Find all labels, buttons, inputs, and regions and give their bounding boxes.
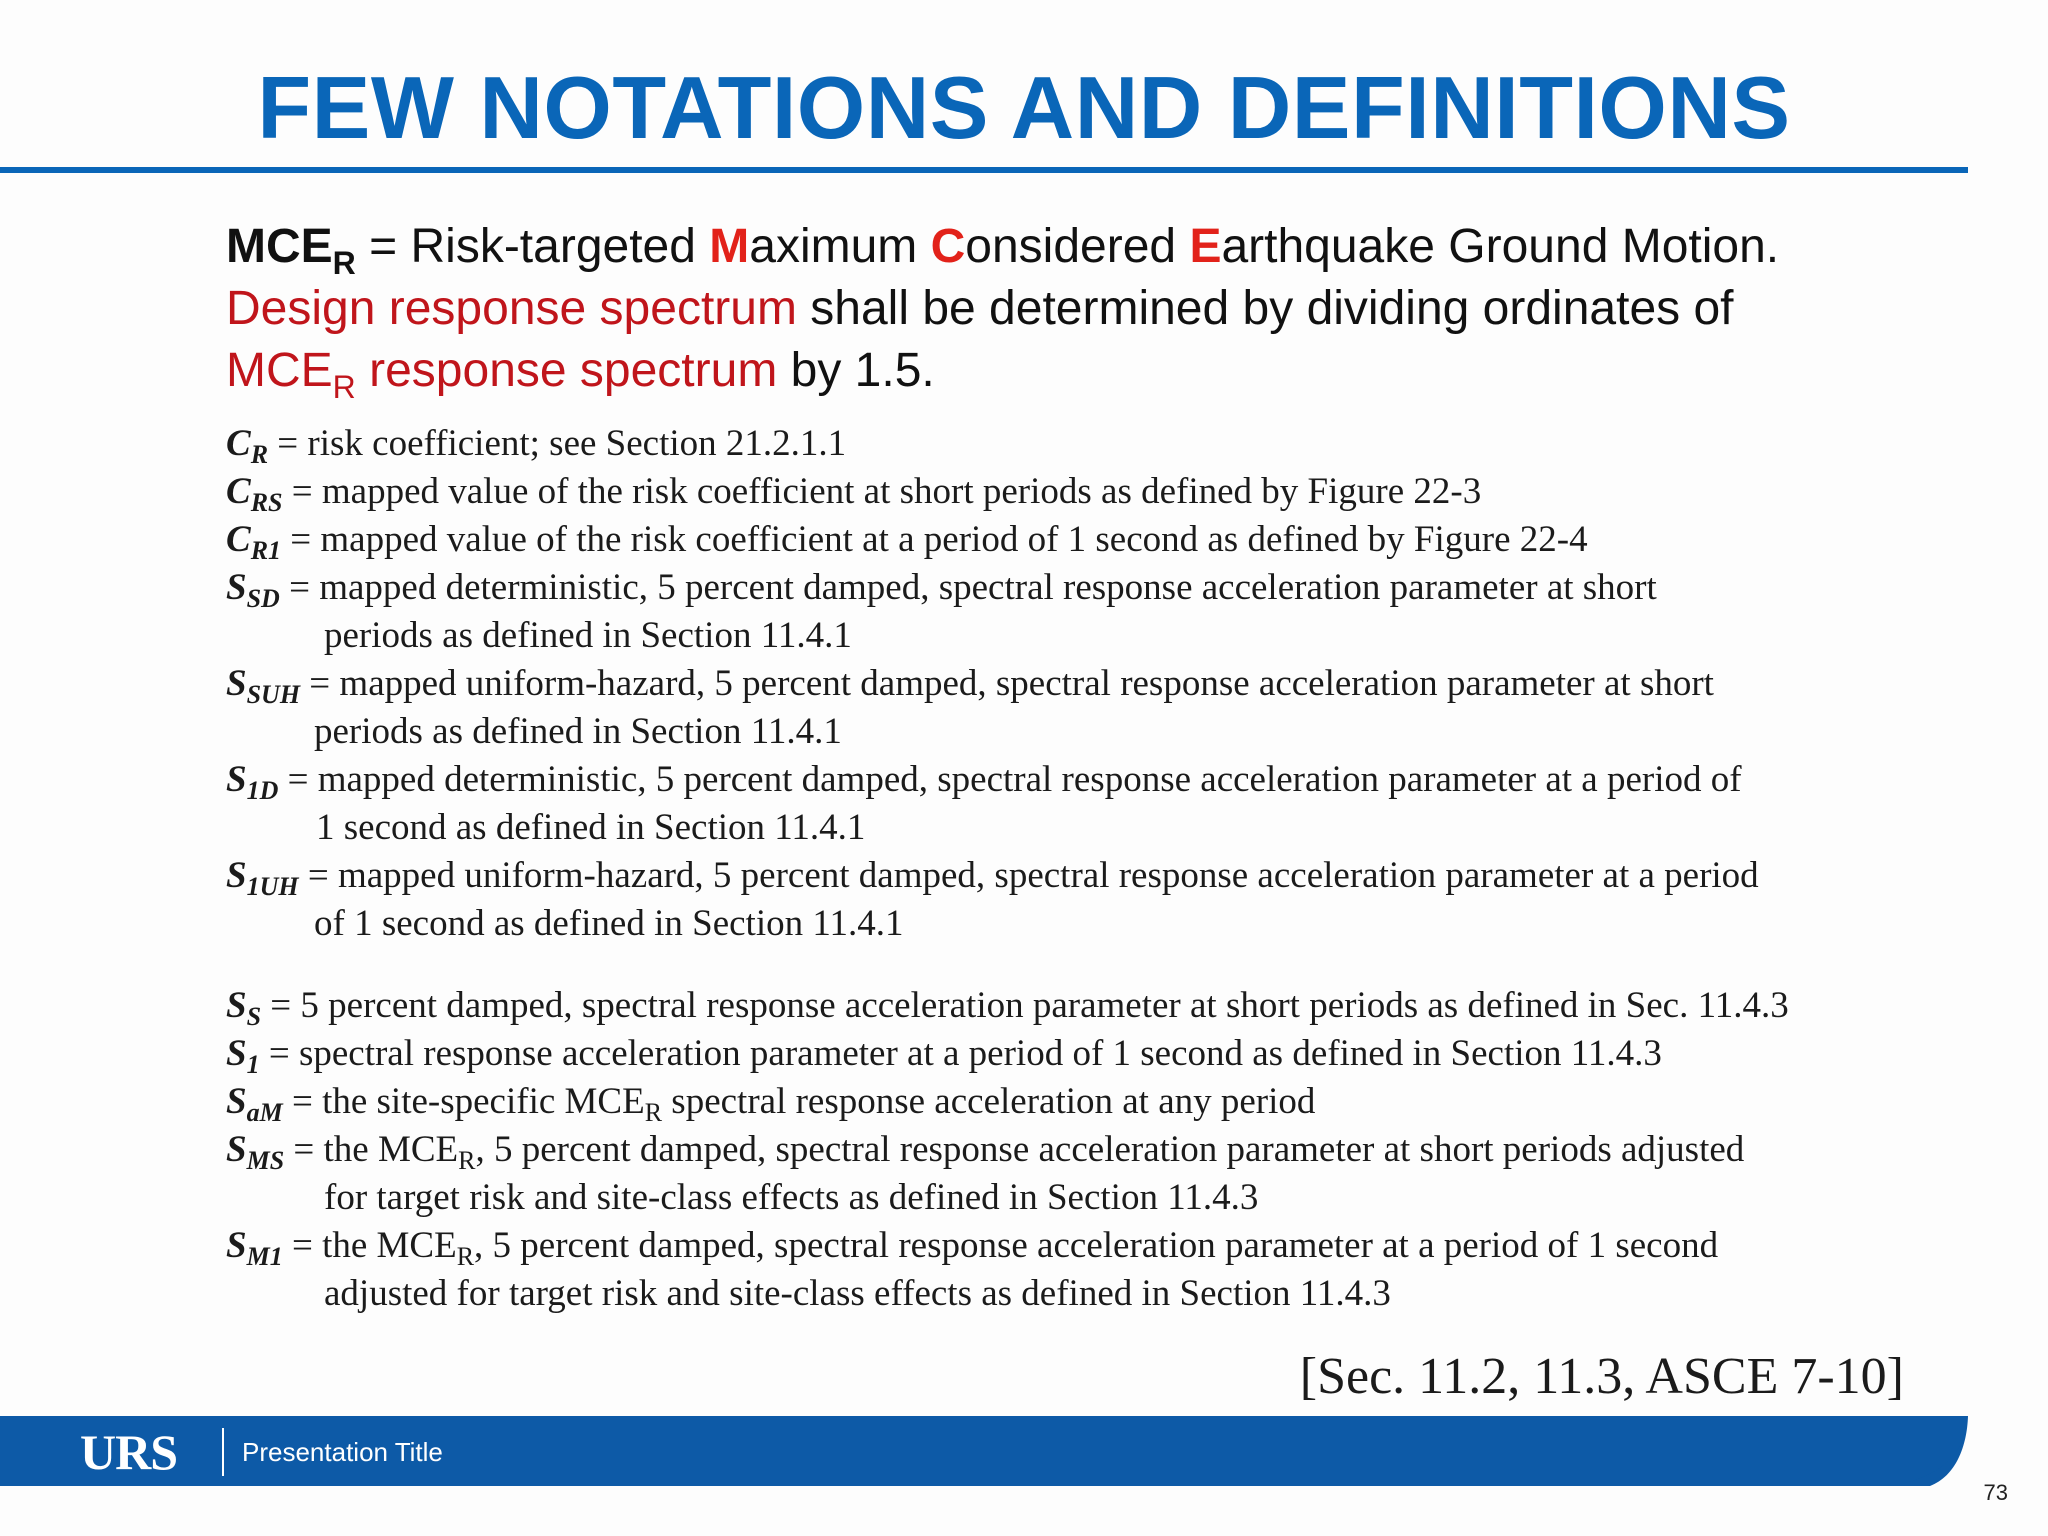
intro-text: aximum	[749, 220, 931, 273]
definition-s1d: $S_{1D}$ = mapped deterministic, 5 percent damped, spectral response acceleration parameter at a period of 1 second as defined in Section 11.4.1	[226, 759, 1742, 848]
footer-swoosh	[1890, 1416, 1970, 1486]
mce-term: MCE	[226, 220, 333, 273]
intro-line-1	[226, 216, 1926, 281]
reference-citation: [Sec. 11.2, 11.3, ASCE 7-10]	[1299, 1348, 1904, 1405]
intro-text: onsidered	[965, 220, 1190, 273]
intro-text: by 1.5.	[777, 344, 935, 397]
title-underline	[0, 167, 1968, 173]
intro-text: arthquake Ground Motion.	[1221, 220, 1780, 273]
presentation-title: Presentation Title	[242, 1437, 443, 1467]
page-number: 73	[1983, 1480, 2008, 1505]
intro-line-2	[226, 278, 1926, 340]
mce-subscript: R	[332, 245, 356, 281]
design-response-spectrum-term: Design response spectrum	[226, 282, 797, 335]
footer-divider	[222, 1428, 224, 1476]
slide-title: FEW NOTATIONS AND DEFINITIONS	[257, 58, 1791, 157]
definition-cr: $C_R$ = risk coefficient; see Section 21.2.1.1	[226, 423, 847, 469]
intro-text: shall be determined by dividing ordinates of	[796, 282, 1734, 335]
intro-text: = Risk-targeted	[355, 220, 710, 273]
definition-sms: $S_{MS}$ = the $MCE_R$, 5 percent damped, spectral response acceleration parameter at short periods adjusted for target risk and site-class effects as defined in Section 11.4.3	[226, 1129, 1745, 1218]
definitions-list-2	[226, 982, 1966, 1318]
mce-subscript-red: R	[332, 369, 356, 405]
highlight-letter-c: C	[930, 220, 966, 273]
definition-ssd: $S_{SD}$ = mapped deterministic, 5 percent damped, spectral response acceleration parameter at short periods as defined in Section 11.4.1	[226, 567, 1657, 656]
urs-logo: URS	[80, 1424, 178, 1480]
highlight-letter-e: E	[1189, 220, 1222, 273]
definition-ss: $S_S = 5$ percent damped, spectral response acceleration parameter at short periods as defined in Sec. 11.4.3	[226, 985, 1789, 1031]
definition-ssuh: $S_{SUH}$ = mapped uniform-hazard, 5 percent damped, spectral response acceleration parameter at short periods as defined in Section 11.4.1	[226, 663, 1714, 752]
definition-sam: $S_{aM}$ = the site-specific $MCE_R$ spectral response acceleration at any period	[226, 1081, 1316, 1127]
definitions-list-1	[226, 420, 1966, 948]
highlight-letter-m: M	[709, 220, 750, 273]
definition-s1: $S_1$ = spectral response acceleration parameter at a period of 1 second as defined in Section 11.4.3	[226, 1033, 1662, 1079]
response-spectrum-term: response spectrum	[355, 344, 778, 397]
definition-crs: $C_{RS}$ = mapped value of the risk coefficient at short periods as defined by Figure 22-3	[226, 471, 1482, 517]
definition-cr1: $C_{R1}$ = mapped value of the risk coefficient at a period of 1 second as defined by Figure 22-4	[226, 519, 1588, 565]
definition-s1uh: $S_{1UH}$ = mapped uniform-hazard, 5 percent damped, spectral response acceleration parameter at a period of 1 second as defined in Section 11.4.1	[226, 855, 1759, 944]
definition-sm1: $S_{M1}$ = the $MCE_R$, 5 percent damped, spectral response acceleration parameter at a period of 1 second adjusted for target risk and site-class effects as defined in Section 11.4.3	[226, 1225, 1719, 1314]
intro-line-3	[226, 340, 1926, 405]
mce-term-red: MCE	[226, 344, 333, 397]
intro-paragraph	[226, 216, 1926, 405]
